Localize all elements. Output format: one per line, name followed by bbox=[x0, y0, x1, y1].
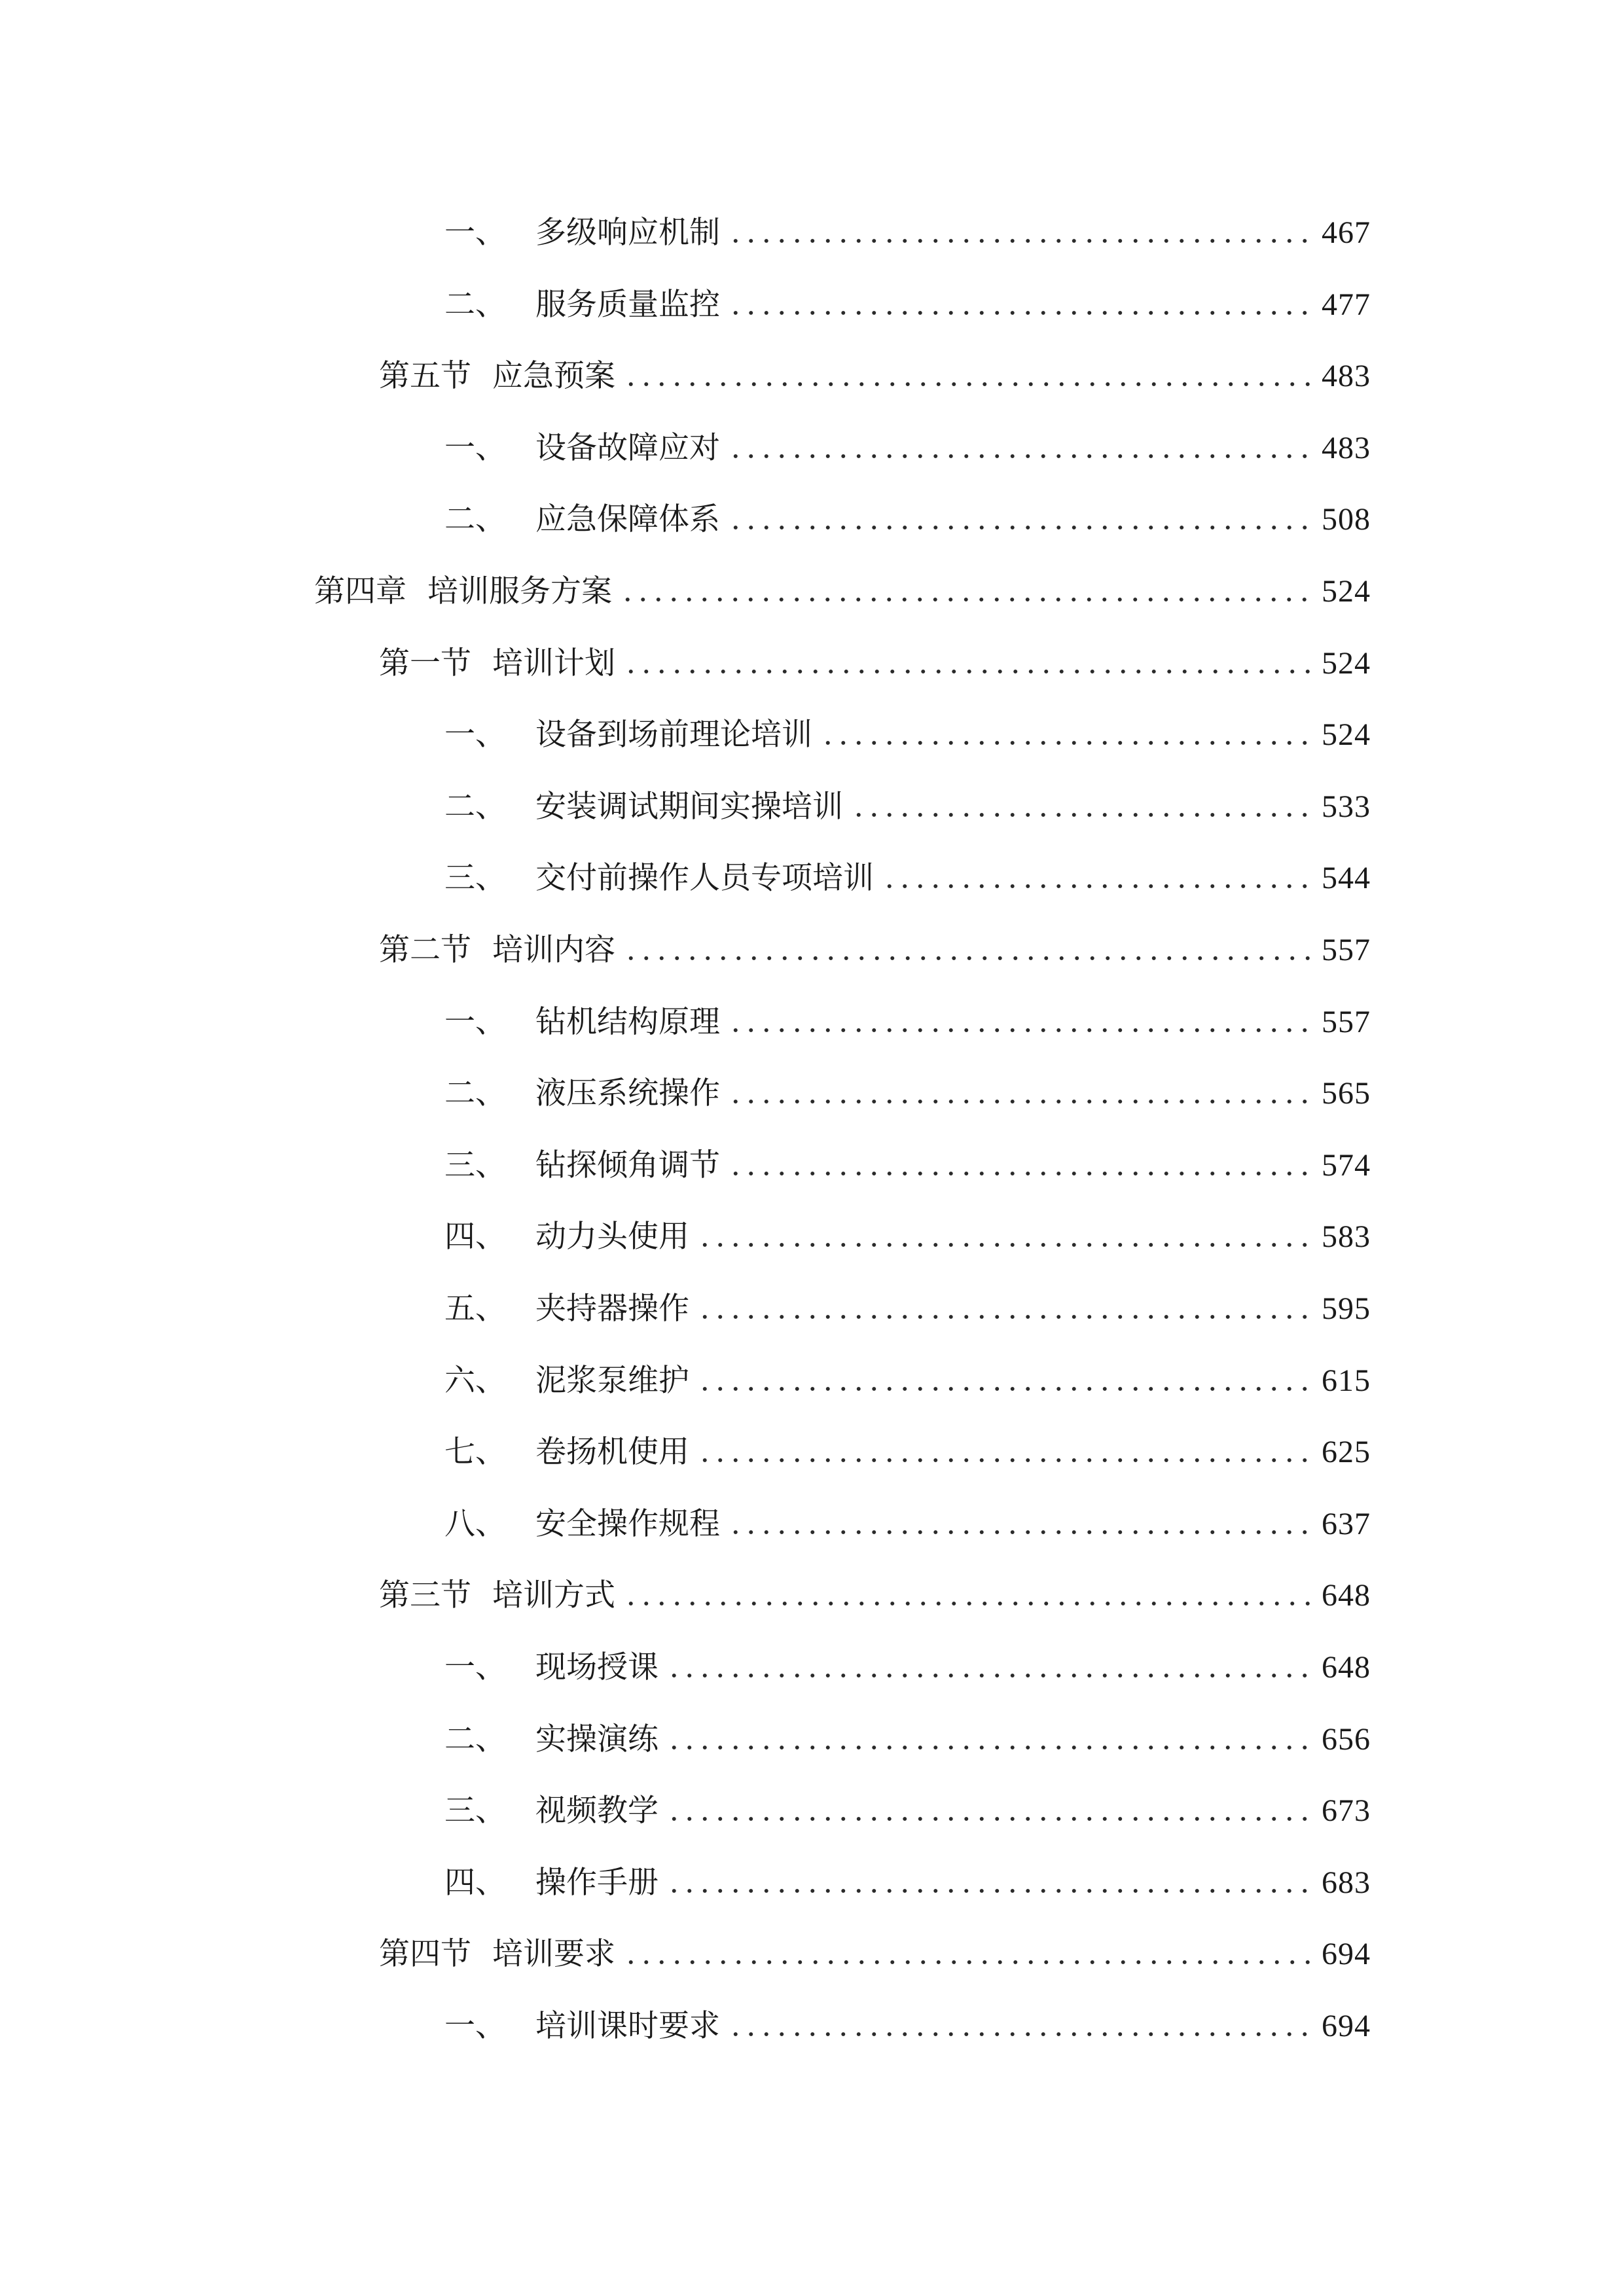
table-of-contents bbox=[0, 197, 1624, 2161]
toc-entry-number: 第四节 bbox=[379, 1936, 471, 1972]
toc-entry-page-number: 544 bbox=[1322, 860, 1371, 895]
toc-entry-title: 设备故障应对 bbox=[535, 430, 720, 466]
toc-entry-number: 六、 bbox=[444, 1363, 506, 1399]
toc-entry-number: 第二节 bbox=[379, 932, 471, 968]
toc-entry-chapter[interactable] bbox=[314, 556, 1371, 627]
toc-entry-item[interactable] bbox=[444, 986, 1371, 1058]
toc-entry-title: 卷扬机使用 bbox=[535, 1434, 689, 1470]
dot-leader bbox=[728, 452, 1312, 460]
toc-entry-number: 二、 bbox=[444, 789, 506, 825]
toc-entry-number: 三、 bbox=[444, 860, 506, 896]
dot-leader bbox=[697, 1456, 1312, 1464]
toc-entry-item[interactable] bbox=[444, 1058, 1371, 1129]
toc-entry-item[interactable] bbox=[444, 412, 1371, 484]
toc-entry-page-number: 557 bbox=[1322, 932, 1371, 967]
toc-entry-item[interactable] bbox=[444, 842, 1371, 914]
dot-leader bbox=[623, 1600, 1312, 1607]
dot-leader bbox=[697, 1385, 1312, 1393]
toc-entry-number: 一、 bbox=[444, 1004, 506, 1040]
toc-entry-title: 多级响应机制 bbox=[535, 215, 720, 251]
toc-entry-item[interactable] bbox=[444, 1632, 1371, 1703]
toc-entry-title: 培训服务方案 bbox=[427, 573, 612, 609]
toc-entry-number: 二、 bbox=[444, 287, 506, 323]
toc-entry-title: 应急预案 bbox=[492, 358, 615, 394]
toc-entry-item[interactable] bbox=[444, 699, 1371, 770]
toc-entry-title: 培训要求 bbox=[492, 1936, 615, 1972]
toc-entry-section[interactable] bbox=[379, 914, 1371, 986]
dot-leader bbox=[623, 954, 1312, 962]
dot-leader bbox=[728, 237, 1312, 245]
toc-entry-number: 第一节 bbox=[379, 645, 471, 681]
dot-leader bbox=[666, 1887, 1312, 1895]
toc-entry-section[interactable] bbox=[379, 628, 1371, 699]
toc-entry-item[interactable] bbox=[444, 1201, 1371, 1272]
toc-entry-title: 培训方式 bbox=[492, 1577, 615, 1613]
toc-entry-item[interactable] bbox=[444, 1990, 1371, 2062]
dot-leader bbox=[666, 1815, 1312, 1823]
toc-entry-item[interactable] bbox=[444, 484, 1371, 555]
toc-entry-title: 现场授课 bbox=[535, 1649, 659, 1685]
toc-entry-number: 一、 bbox=[444, 2008, 506, 2044]
toc-entry-number: 一、 bbox=[444, 1649, 506, 1685]
toc-entry-number: 五、 bbox=[444, 1291, 506, 1327]
toc-entry-page-number: 648 bbox=[1322, 1649, 1371, 1685]
dot-leader bbox=[728, 1098, 1312, 1105]
toc-entry-title: 服务质量监控 bbox=[535, 287, 720, 323]
toc-entry-section[interactable] bbox=[379, 340, 1371, 412]
dot-leader bbox=[620, 596, 1312, 603]
toc-entry-page-number: 625 bbox=[1322, 1434, 1371, 1469]
dot-leader bbox=[851, 811, 1312, 819]
toc-entry-section[interactable] bbox=[379, 1918, 1371, 1990]
dot-leader bbox=[666, 1672, 1312, 1679]
toc-entry-item[interactable] bbox=[444, 1130, 1371, 1201]
toc-entry-title: 安装调试期间实操培训 bbox=[535, 789, 843, 825]
dot-leader bbox=[697, 1313, 1312, 1321]
toc-entry-number: 三、 bbox=[444, 1793, 506, 1829]
toc-entry-page-number: 694 bbox=[1322, 1936, 1371, 1971]
toc-entry-page-number: 694 bbox=[1322, 2008, 1371, 2043]
toc-entry-title: 钻探倾角调节 bbox=[535, 1147, 720, 1183]
dot-leader bbox=[666, 1744, 1312, 1751]
dot-leader bbox=[728, 2030, 1312, 2038]
toc-entry-number: 二、 bbox=[444, 1075, 506, 1111]
toc-entry-number: 二、 bbox=[444, 501, 506, 537]
dot-leader bbox=[623, 380, 1312, 388]
toc-entry-page-number: 524 bbox=[1322, 573, 1371, 609]
dot-leader bbox=[728, 524, 1312, 531]
toc-entry-item[interactable] bbox=[444, 1488, 1371, 1560]
dot-leader bbox=[697, 1241, 1312, 1249]
toc-entry-number: 四、 bbox=[444, 1219, 506, 1255]
toc-entry-page-number: 524 bbox=[1322, 645, 1371, 681]
toc-entry-number: 第三节 bbox=[379, 1577, 471, 1613]
toc-entry-number: 第四章 bbox=[314, 573, 406, 609]
toc-entry-page-number: 656 bbox=[1322, 1721, 1371, 1757]
toc-entry-item[interactable] bbox=[444, 197, 1371, 268]
toc-entry-title: 视频教学 bbox=[535, 1793, 659, 1829]
toc-entry-item[interactable] bbox=[444, 1704, 1371, 1775]
toc-entry-item[interactable] bbox=[444, 1847, 1371, 1918]
toc-entry-page-number: 557 bbox=[1322, 1004, 1371, 1039]
toc-entry-item[interactable] bbox=[444, 1273, 1371, 1344]
toc-entry-page-number: 483 bbox=[1322, 430, 1371, 465]
toc-entry-item[interactable] bbox=[444, 1345, 1371, 1416]
toc-entry-page-number: 508 bbox=[1322, 501, 1371, 537]
dot-leader bbox=[728, 309, 1312, 317]
toc-entry-number: 八、 bbox=[444, 1506, 506, 1542]
toc-entry-title: 操作手册 bbox=[535, 1865, 659, 1901]
toc-entry-item[interactable] bbox=[444, 1775, 1371, 1846]
toc-entry-title: 泥浆泵维护 bbox=[535, 1363, 689, 1399]
toc-entry-page-number: 565 bbox=[1322, 1075, 1371, 1111]
toc-entry-number: 一、 bbox=[444, 717, 506, 753]
toc-entry-title: 应急保障体系 bbox=[535, 501, 720, 537]
toc-entry-page-number: 524 bbox=[1322, 717, 1371, 752]
toc-entry-section[interactable] bbox=[379, 1560, 1371, 1631]
toc-entry-title: 培训计划 bbox=[492, 645, 615, 681]
toc-entry-page-number: 637 bbox=[1322, 1506, 1371, 1541]
toc-entry-page-number: 483 bbox=[1322, 358, 1371, 393]
dot-leader bbox=[623, 668, 1312, 675]
toc-entry-page-number: 477 bbox=[1322, 287, 1371, 322]
dot-leader bbox=[623, 1958, 1312, 1966]
toc-entry-page-number: 615 bbox=[1322, 1363, 1371, 1398]
toc-entry-title: 培训内容 bbox=[492, 932, 615, 968]
toc-entry-number: 三、 bbox=[444, 1147, 506, 1183]
toc-entry-page-number: 574 bbox=[1322, 1147, 1371, 1183]
toc-entry-number: 一、 bbox=[444, 215, 506, 251]
dot-leader bbox=[882, 882, 1312, 890]
toc-entry-title: 钻机结构原理 bbox=[535, 1004, 720, 1040]
toc-entry-title: 设备到场前理论培训 bbox=[535, 717, 812, 753]
toc-entry-item[interactable] bbox=[444, 771, 1371, 842]
toc-entry-number: 七、 bbox=[444, 1434, 506, 1470]
toc-entry-title: 液压系统操作 bbox=[535, 1075, 720, 1111]
toc-entry-page-number: 648 bbox=[1322, 1577, 1371, 1613]
toc-entry-page-number: 683 bbox=[1322, 1865, 1371, 1900]
toc-entry-page-number: 533 bbox=[1322, 789, 1371, 824]
toc-entry-page-number: 673 bbox=[1322, 1793, 1371, 1828]
toc-entry-number: 二、 bbox=[444, 1721, 506, 1757]
toc-entry-title: 安全操作规程 bbox=[535, 1506, 720, 1542]
toc-entry-number: 一、 bbox=[444, 430, 506, 466]
toc-entry-page-number: 595 bbox=[1322, 1291, 1371, 1326]
toc-entry-item[interactable] bbox=[444, 269, 1371, 340]
toc-entry-title: 培训课时要求 bbox=[535, 2008, 720, 2044]
dot-leader bbox=[728, 1026, 1312, 1034]
toc-entry-title: 夹持器操作 bbox=[535, 1291, 689, 1327]
dot-leader bbox=[728, 1170, 1312, 1177]
toc-entry-page-number: 467 bbox=[1322, 215, 1371, 250]
toc-entry-number: 第五节 bbox=[379, 358, 471, 394]
toc-entry-number: 四、 bbox=[444, 1865, 506, 1901]
toc-entry-page-number: 583 bbox=[1322, 1219, 1371, 1254]
dot-leader bbox=[728, 1528, 1312, 1536]
toc-entry-title: 动力头使用 bbox=[535, 1219, 689, 1255]
toc-entry-item[interactable] bbox=[444, 1416, 1371, 1488]
toc-entry-title: 交付前操作人员专项培训 bbox=[535, 860, 874, 896]
toc-entry-title: 实操演练 bbox=[535, 1721, 659, 1757]
dot-leader bbox=[820, 739, 1312, 747]
